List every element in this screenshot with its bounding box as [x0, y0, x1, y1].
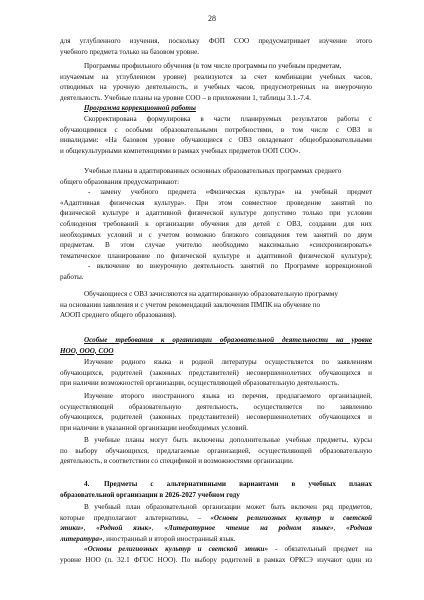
paragraph-ovz-enrollment: Обучающиеся с ОВЗ зачисляются на адаптированную образовательную программу на основании заявления и с учетом рекомендаций заключения ПМПК на обучение по АООП среднего общего образования). — [60, 290, 338, 320]
section-title-line2: образовательной организации в 2026-2027 учебном году — [60, 490, 240, 499]
paragraph-alternative-subjects: В учебный план образовательной организации может быть включен ряд предметов, которые предполагают альтернативы, – «Основы религиозных культур и светской этики», «Родной язык», «Литературное чтение на родном языке», «Родная литература», иностранный и второй иностранный язык. «Основы религиозных культур и светской этики» - обязательный предмет на уровне НОО (п. 32.1 ФГОС НОО). По выбору родителей в рамках ОРКСЭ изучают один из — [60, 503, 372, 564]
paragraph-correction-results: Скорректирована формулировка в части планируемых результатов работы с обучающимися с особыми образовательными потребностями, в том числе с ОВЗ и инвалидами: «На базовом уровне обучающиеся с ОВЗ овладевают общеобразовательными и общекультурными компетенциями в рамках учебных предметов ООП СОО». — [60, 115, 372, 155]
heading-correction-program: Программа коррекционной работы — [84, 104, 196, 112]
section-4-heading — [60, 479, 372, 500]
paragraph-profile-programs: Программы профильного обучения (в том числе программы по учебным предметам, изучаемым на углубленном уровне) реализуются за счет комбинации учебных часов, отводимых на урочную деятельность, и учебных часов, предусмотренных на внеурочную деятельность. Учебные планы на уровне СОО – в приложении 1, таблицы 3.1.-7.4. — [60, 62, 372, 102]
section-title-line1: Предметы с альтернативными вариантами в учебных планах — [104, 480, 372, 488]
section-number: 4. — [84, 480, 90, 488]
paragraph-native-language: Изучение родного языка и родной литературы осуществляется по заявлениям обучающихся, родителей (законных представителей) несовершеннолетних обучающихся и при наличии возможностей организации, осуществляющей образовательную деятельность. — [60, 358, 372, 388]
paragraph-second-language: Изучение второго иностранного языка из перечня, предлагаемого организацией, осуществляющей образовательную деятельность, осуществляется по заявлению обучающихся, родителей (законных представителей) несовершеннолетних обучающихся и при наличии в указанной организации необходимых условий. — [60, 392, 372, 432]
heading-special-requirements: Особые требования к организации образовательной деятельности на уровне НОО, ООО, СОО — [60, 336, 372, 355]
paragraph-adapted-plans: Учебные планы в адаптированных основных образовательных программах среднего общего образования предусматривают: - замену учебного предмета «Физическая культура» на учебный предмет «Адаптивная физическая культура». При этом совместное проведение занятий по физической культуре и адаптивной физической культуре допустимо только при условии соблюдения требований к организации обучения для детей с ОВЗ, создании для них необходимых условий и с учетом возможно близкого совпадения тем занятий по двум предметам. В этом случае учителю необходимо максимально «синхронизировать» тематическое планирование по физической культуре и адаптивной физической культуре); - включение во внеурочную деятельность занятий по Программе коррекционной работы. — [60, 167, 372, 281]
paragraph-base-level: для углубленного изучения, поскольку ФОП СОО предусматривает изучение этого учебного предмета только на базовом уровне. — [60, 37, 372, 56]
page-number: 28 — [208, 14, 216, 23]
paragraph-additional-subjects: В учебные планы могут быть включены дополнительные учебные предметы, курсы по выбору обучающихся, предлагаемые организацией, осуществляющей образовательную деятельность, в соответствии со спецификой и возможностями организации. — [60, 436, 372, 466]
